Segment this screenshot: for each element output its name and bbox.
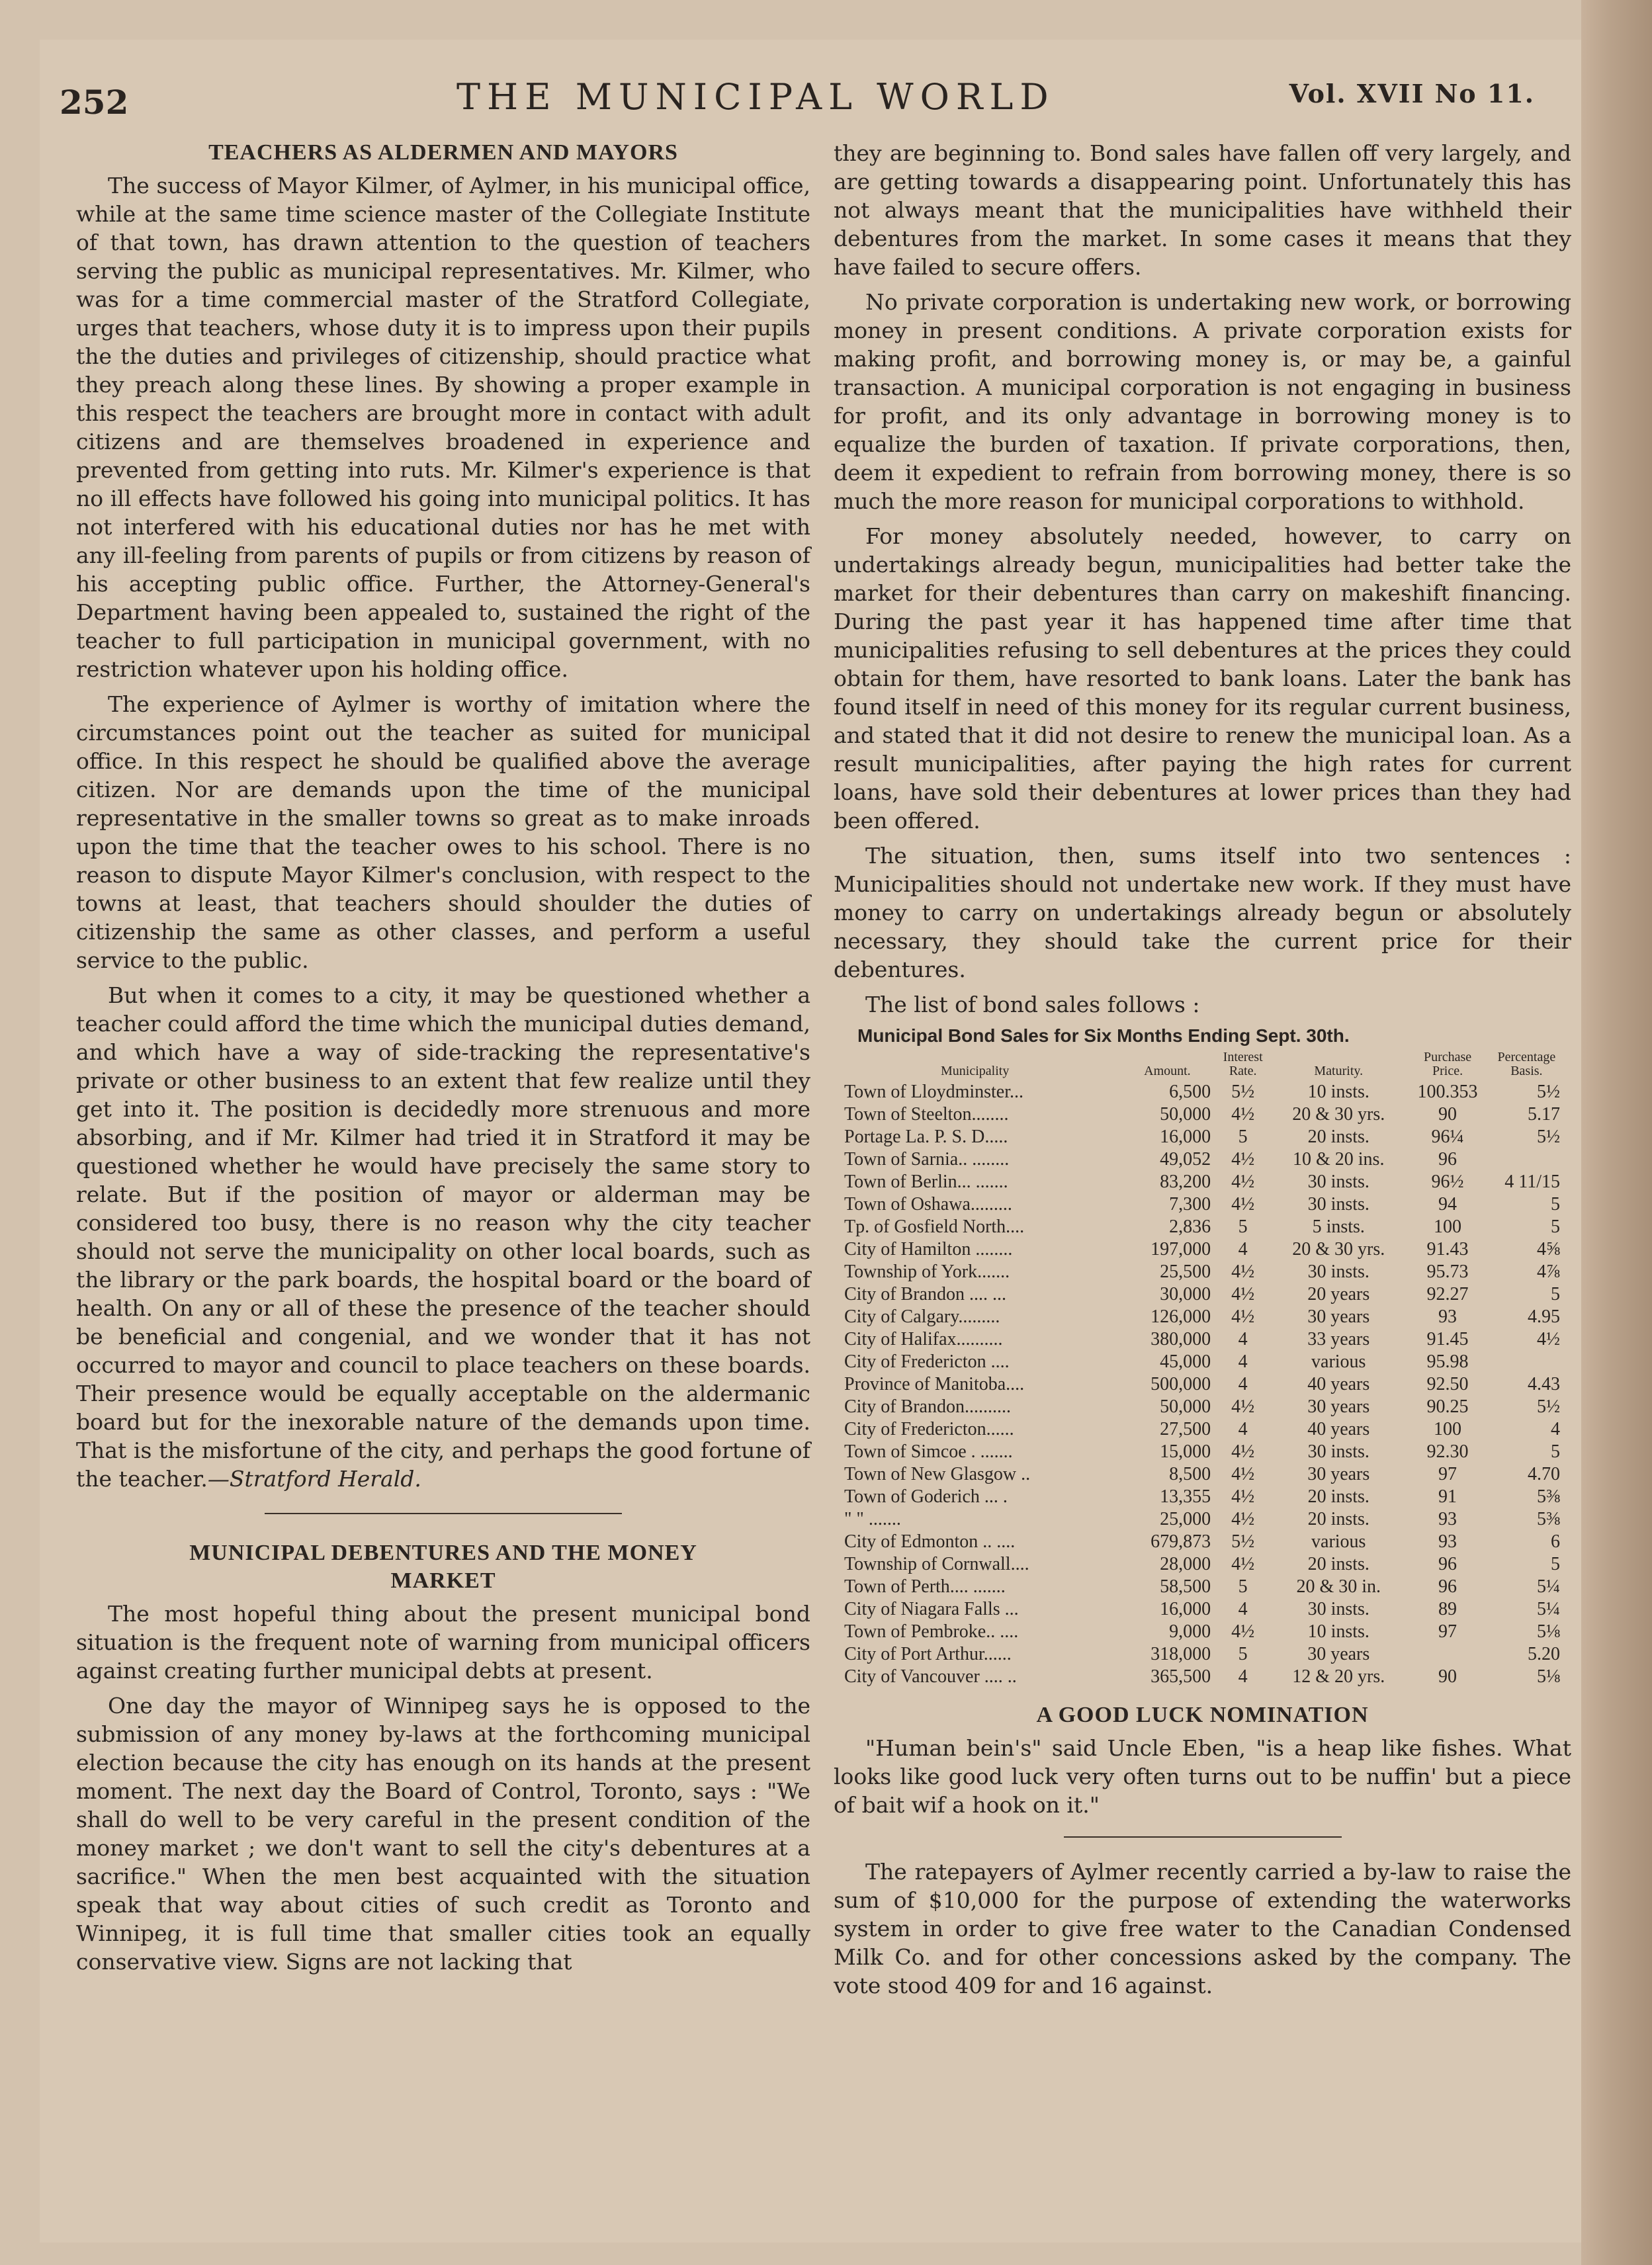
cell-rate: 4½: [1231, 1194, 1255, 1215]
cell-price: 91.45: [1426, 1329, 1469, 1349]
cell-basis: 4.95: [1528, 1306, 1560, 1327]
cell-maturity: 20 & 30 yrs.: [1292, 1104, 1385, 1125]
article-paragraph: The most hopeful thing about the present municipal bond situation is the frequent note of warning from municipal officers against creating further municipal debts at present.: [76, 1600, 810, 1684]
cell-price: 97: [1438, 1621, 1457, 1642]
cell-municipality: City of Vancouver .... ..: [844, 1666, 1017, 1687]
cell-rate: 4: [1238, 1599, 1248, 1619]
cell-amount: 50,000: [1160, 1104, 1211, 1125]
cell-maturity: 10 & 20 ins.: [1293, 1149, 1385, 1170]
table-row: [842, 1463, 1563, 1486]
column-header-rate: Interest Rate.: [1223, 1050, 1263, 1078]
article-paragraph: The ratepayers of Aylmer recently carried a by-law to raise the sum of $10,000 for the purpose of extending the waterworks system in order to give free water to the Canadian Condensed Milk Co. and for other concessions asked by the company. The vote stood 409 for and 16 against.: [834, 1858, 1571, 1998]
cell-rate: 4: [1238, 1666, 1248, 1687]
cell-amount: 318,000: [1151, 1644, 1211, 1664]
page-header: [60, 76, 1535, 129]
cell-amount: 197,000: [1151, 1239, 1211, 1260]
cell-basis: 5½: [1537, 1396, 1560, 1417]
cell-rate: 4½: [1231, 1149, 1255, 1170]
cell-municipality: Township of Cornwall....: [844, 1554, 1029, 1574]
article-paragraph: The list of bond sales follows :: [865, 992, 1200, 1017]
cell-municipality: " " .......: [844, 1509, 901, 1529]
cell-amount: 49,052: [1160, 1149, 1211, 1170]
cell-basis: 5.17: [1528, 1104, 1560, 1125]
article-paragraph: For money absolutely needed, however, to carry on undertakings already begun, municipalities had better take the market for their debentures than carry on makeshift financing. During the past year it has happened time after time that municipalities refusing to sell debentures at the prices they could obtain for them, have resorted to bank loans. Later the bank has found itself in need of this money for its regular current business, and stated that it did not desire to renew the municipal loan. As a result municipalities, after paying the high rates for current loans, have sold their debentures at lower prices than they had been offered.: [834, 523, 1571, 833]
cell-maturity: 30 years: [1307, 1396, 1370, 1417]
cell-maturity: 5 insts.: [1312, 1217, 1365, 1237]
cell-amount: 45,000: [1160, 1351, 1211, 1372]
cell-basis: 5⅛: [1537, 1621, 1560, 1642]
table-row: [842, 1666, 1563, 1688]
cell-basis: 5: [1551, 1217, 1560, 1237]
cell-basis: [1491, 1351, 1563, 1373]
article-title-good-luck: A GOOD LUCK NOMINATION: [1036, 1703, 1369, 1727]
column-header-basis: Percentage Basis.: [1497, 1050, 1556, 1078]
paragraph-text: But when it comes to a city, it may be questioned whether a teacher could afford the time which the municipal duties demand, and which have a way of side-tracking the representative's private or other business to an extent that few realize until they get into it. The position is decidedly more strenuous and more absorbing, and if Mr. Kilmer had tried it in Stratford it may be questioned whether he would have precisely the same story to relate. But if the position of mayor or alderman may be considered too busy, there is no reason why the city teacher should not serve the municipality on other local boards, such as the library or the park boards, the hospital board or the board of health. On any or all of these the presence of the teacher should be beneficial and congenial, and we wonder that it has not occurred to mayor and council to place teachers on these boards. Their presence would be equally acceptable on the aldermanic board but for the inexorable nature of the demands upon time. That is the misfortune of the city, and perhaps the good fortune of the teacher.: [76, 982, 810, 1492]
article-paragraph: The experience of Aylmer is worthy of imitation where the circumstances point out the teacher as suited for municipal office. In this respect he should be qualified above the average citizen. Nor are demands upon the time of the municipal representative in the smaller towns so great as to make inroads upon the time that the teacher owes to his school. There is no reason to dispute Mayor Kilmer's conclusion, with respect to the towns at least, that teachers should shoulder the duties of citizenship the same as other classes, and perform a useful service to the public.: [76, 691, 810, 973]
column-header-municipality: Municipality: [941, 1064, 1010, 1078]
cell-rate: 4½: [1231, 1261, 1255, 1282]
cell-basis: 4⅞: [1537, 1261, 1560, 1282]
cell-maturity: 30 years: [1307, 1306, 1370, 1327]
cell-maturity: 30 years: [1307, 1464, 1370, 1484]
cell-price: 96½: [1431, 1172, 1464, 1192]
cell-municipality: City of Halifax..........: [844, 1329, 1003, 1349]
cell-amount: 679,873: [1151, 1531, 1211, 1552]
cell-basis: 5: [1551, 1554, 1560, 1574]
cell-amount: 83,200: [1160, 1172, 1211, 1192]
volume-number: Vol. XVII No 11.: [1289, 79, 1535, 108]
cell-basis: 4⅝: [1537, 1239, 1560, 1260]
cell-rate: 4: [1238, 1329, 1248, 1349]
cell-municipality: Tp. of Gosfield North....: [844, 1217, 1025, 1237]
cell-rate: 5: [1238, 1576, 1248, 1597]
cell-basis: 5: [1551, 1284, 1560, 1304]
cell-price: 96: [1438, 1149, 1457, 1170]
column-header-price: Purchase Price.: [1423, 1050, 1472, 1078]
cell-municipality: Town of Berlin... .......: [844, 1172, 1008, 1192]
cell-maturity: 40 years: [1307, 1419, 1370, 1439]
cell-basis: 5: [1551, 1441, 1560, 1462]
cell-price: 93: [1438, 1509, 1457, 1529]
cell-basis: 4½: [1537, 1329, 1560, 1349]
cell-municipality: Province of Manitoba....: [844, 1374, 1025, 1394]
table-row: [842, 1306, 1563, 1328]
table-row: [842, 1508, 1563, 1531]
cell-basis: 4.70: [1528, 1464, 1560, 1484]
table-row: [842, 1216, 1563, 1238]
article-paragraph: "Human bein's" said Uncle Eben, "is a heap like fishes. What looks like good luck very often turns out to be nuffin' but a piece of bait wif a hook on it.": [834, 1734, 1571, 1818]
cell-price: 91.43: [1426, 1239, 1469, 1260]
cell-basis: 5¼: [1537, 1599, 1560, 1619]
cell-municipality: Portage La. P. S. D.....: [844, 1127, 1008, 1147]
cell-municipality: Town of Sarnia.. ........: [844, 1149, 1010, 1170]
cell-amount: 16,000: [1160, 1127, 1211, 1147]
cell-rate: 4: [1238, 1351, 1248, 1372]
table-row: [842, 1486, 1563, 1508]
cell-maturity: 33 years: [1307, 1329, 1370, 1349]
cell-maturity: 30 insts.: [1307, 1172, 1369, 1192]
cell-rate: 5: [1238, 1644, 1248, 1664]
cell-maturity: 30 insts.: [1307, 1441, 1369, 1462]
cell-maturity: 10 insts.: [1307, 1082, 1369, 1102]
cell-maturity: 30 insts.: [1307, 1599, 1369, 1619]
cell-price: 100: [1434, 1217, 1462, 1237]
table-row: [842, 1328, 1563, 1351]
table-row: [842, 1171, 1563, 1193]
cell-municipality: City of Fredericton ....: [844, 1351, 1010, 1372]
cell-municipality: City of Brandon..........: [844, 1396, 1011, 1417]
table-row: [842, 1238, 1563, 1261]
cell-amount: 13,355: [1160, 1486, 1211, 1507]
cell-municipality: Town of Pembroke.. ....: [844, 1621, 1019, 1642]
cell-rate: 4½: [1231, 1509, 1255, 1529]
table-body: [842, 1081, 1563, 1688]
cell-amount: 2,836: [1169, 1217, 1211, 1237]
cell-basis: 6: [1551, 1531, 1560, 1552]
cell-amount: 58,500: [1160, 1576, 1211, 1597]
table-row: [842, 1531, 1563, 1553]
article-title-debentures: [76, 1539, 810, 1596]
table-row: [842, 1643, 1563, 1666]
cell-municipality: City of Brandon .... ...: [844, 1284, 1006, 1304]
cell-rate: 4½: [1231, 1284, 1255, 1304]
cell-basis: 5.20: [1528, 1644, 1560, 1664]
table-row: [842, 1081, 1563, 1103]
cell-basis: 5½: [1537, 1082, 1560, 1102]
cell-municipality: City of Niagara Falls ...: [844, 1599, 1019, 1619]
cell-municipality: City of Calgary.........: [844, 1306, 1000, 1327]
cell-maturity: 20 years: [1307, 1284, 1370, 1304]
cell-price: 90: [1438, 1666, 1457, 1687]
table-row: [842, 1373, 1563, 1396]
article-paragraph: One day the mayor of Winnipeg says he is opposed to the submission of any money by-laws at the forthcoming municipal election because the city has enough on its hands at the present moment. The next day the Board of Control, Toronto, says : "We shall do well to be very careful in the present condition of the money market ; we don't want to sell the city's debentures at a sacrifice." When the men best acquainted with the situation speak that way about cities of such credit as Toronto and Winnipeg, it is full time that smaller cities took an equally conservative view. Signs are not lacking that: [76, 1692, 810, 1975]
article-source: —Stratford Herald.: [207, 1465, 421, 1492]
section-divider: [1064, 1836, 1342, 1838]
cell-price: 95.98: [1426, 1351, 1469, 1372]
cell-municipality: Town of Oshawa.........: [844, 1194, 1012, 1215]
cell-amount: 16,000: [1160, 1599, 1211, 1619]
cell-price: 96¼: [1431, 1127, 1464, 1147]
cell-maturity: 20 & 30 in.: [1296, 1576, 1381, 1597]
cell-amount: 50,000: [1160, 1396, 1211, 1417]
cell-basis: 4.43: [1528, 1374, 1560, 1394]
cell-municipality: Town of New Glasgow ..: [844, 1464, 1031, 1484]
cell-price: 100: [1434, 1419, 1462, 1439]
cell-municipality: Town of Goderich ... .: [844, 1486, 1008, 1507]
cell-basis: 5¼: [1537, 1576, 1560, 1597]
cell-amount: 6,500: [1169, 1082, 1211, 1102]
book-spine-shadow: [1581, 0, 1652, 2265]
table-row: [842, 1283, 1563, 1306]
cell-amount: 8,500: [1169, 1464, 1211, 1484]
table-row: [842, 1351, 1563, 1373]
table-row: [842, 1441, 1563, 1463]
article-title-teachers: TEACHERS AS ALDERMEN AND MAYORS: [208, 140, 678, 165]
cell-price: 97: [1438, 1464, 1457, 1484]
table-row: [842, 1126, 1563, 1148]
cell-basis: 5⅜: [1537, 1486, 1560, 1507]
section-divider: [265, 1513, 622, 1514]
article-paragraph: they are beginning to. Bond sales have fallen off very largely, and are getting towards a disappearing point. Unfortunately this has not always meant that the municipalities have withheld their debentures from the market. In some cases it means that they have failed to secure offers.: [834, 140, 1571, 280]
cell-maturity: 30 insts.: [1307, 1194, 1369, 1215]
cell-rate: 4½: [1231, 1464, 1255, 1484]
page-number: 252: [60, 83, 129, 122]
article-paragraph: The success of Mayor Kilmer, of Aylmer, in his municipal office, while at the same time science master of the Collegiate Institute of that town, has drawn attention to the question of teachers serving the public as municipal representatives. Mr. Kilmer, who was for a time commercial master of the Stratford Collegiate, urges that teachers, whose duty it is to impress upon their pupils the the duties and privileges of citizenship, should practice what they preach along these lines. By showing a proper example in this respect the teachers are brought more in contact with adult citizens and are themselves broadened in experience and prevented from getting into ruts. Mr. Kilmer's experience is that no ill effects have followed his going into municipal politics. It has not interfered with his educational duties nor has he met with any ill-feeling from parents of pupils or from citizens by reason of his accepting public office. Further, the Attorney-General's Department having been appealed to, sustained the right of the teacher to full participation in municipal government, with no restriction whatever upon his holding office.: [76, 172, 810, 682]
cell-amount: 380,000: [1151, 1329, 1211, 1349]
table-row: [842, 1103, 1563, 1126]
cell-amount: 27,500: [1160, 1419, 1211, 1439]
cell-rate: 4½: [1231, 1441, 1255, 1462]
cell-municipality: Town of Simcoe . .......: [844, 1441, 1013, 1462]
cell-amount: 500,000: [1151, 1374, 1211, 1394]
table-row: [842, 1576, 1563, 1598]
cell-price: 94: [1438, 1194, 1457, 1215]
cell-rate: 4: [1238, 1239, 1248, 1260]
cell-price: 90.25: [1426, 1396, 1469, 1417]
cell-amount: 126,000: [1151, 1306, 1211, 1327]
cell-amount: 25,500: [1160, 1261, 1211, 1282]
table-header-row: [842, 1050, 1563, 1081]
cell-basis: 5: [1551, 1194, 1560, 1215]
cell-municipality: Town of Perth.... .......: [844, 1576, 1006, 1597]
cell-amount: 28,000: [1160, 1554, 1211, 1574]
cell-price: 96: [1438, 1576, 1457, 1597]
cell-rate: 4½: [1231, 1104, 1255, 1125]
cell-amount: 9,000: [1169, 1621, 1211, 1642]
cell-municipality: City of Fredericton......: [844, 1419, 1014, 1439]
column-header-amount: Amount.: [1144, 1064, 1191, 1078]
cell-municipality: Town of Steelton........: [844, 1104, 1009, 1125]
cell-rate: 5½: [1231, 1082, 1255, 1102]
cell-rate: 4½: [1231, 1306, 1255, 1327]
cell-price: 95.73: [1426, 1261, 1469, 1282]
cell-municipality: Township of York.......: [844, 1261, 1010, 1282]
cell-rate: 5: [1238, 1217, 1248, 1237]
cell-price: 93: [1438, 1306, 1457, 1327]
table-row: [842, 1553, 1563, 1576]
cell-maturity: 20 insts.: [1307, 1127, 1369, 1147]
left-column: [76, 139, 810, 1983]
cell-rate: 4: [1238, 1419, 1248, 1439]
cell-rate: 4½: [1231, 1621, 1255, 1642]
cell-maturity: 20 & 30 yrs.: [1292, 1239, 1385, 1260]
cell-price: [1405, 1643, 1490, 1666]
column-header-maturity: Maturity.: [1314, 1064, 1364, 1078]
cell-municipality: City of Edmonton .. ....: [844, 1531, 1016, 1552]
table-row: [842, 1193, 1563, 1216]
cell-amount: 25,000: [1160, 1509, 1211, 1529]
right-column: [834, 139, 1571, 2006]
cell-price: 96: [1438, 1554, 1457, 1574]
title-line: MUNICIPAL DEBENTURES AND THE MONEY: [189, 1540, 697, 1565]
cell-municipality: Town of Lloydminster...: [844, 1082, 1024, 1102]
cell-price: 91: [1438, 1486, 1457, 1507]
cell-maturity: various: [1311, 1351, 1366, 1372]
cell-price: 100.353: [1417, 1082, 1478, 1102]
cell-price: 93: [1438, 1531, 1457, 1552]
cell-maturity: 10 insts.: [1307, 1621, 1369, 1642]
cell-rate: 4½: [1231, 1396, 1255, 1417]
cell-rate: 4½: [1231, 1554, 1255, 1574]
table-row: [842, 1621, 1563, 1643]
cell-basis: 4: [1551, 1419, 1560, 1439]
cell-rate: 5: [1238, 1127, 1248, 1147]
cell-maturity: 20 insts.: [1307, 1486, 1369, 1507]
bond-table-title: Municipal Bond Sales for Six Months Ending Sept. 30th.: [857, 1025, 1350, 1046]
journal-title: THE MUNICIPAL WORLD: [456, 76, 1055, 118]
cell-maturity: 12 & 20 yrs.: [1292, 1666, 1385, 1687]
cell-price: 90: [1438, 1104, 1457, 1125]
bond-sales-table: [842, 1050, 1563, 1688]
table-row: [842, 1396, 1563, 1418]
table-row: [842, 1148, 1563, 1171]
cell-basis: 4 11/15: [1504, 1172, 1560, 1192]
article-paragraph: [76, 981, 810, 1493]
cell-rate: 4: [1238, 1374, 1248, 1394]
cell-basis: 5⅜: [1537, 1509, 1560, 1529]
cell-basis: 5½: [1537, 1127, 1560, 1147]
cell-maturity: 40 years: [1307, 1374, 1370, 1394]
cell-price: 92.30: [1426, 1441, 1469, 1462]
article-paragraph: No private corporation is undertaking new work, or borrowing money in present conditions. A private corporation exists for making profit, and borrowing money is, or may be, a gainful transaction. A municipal corporation is not engaging in business for profit, and its only advantage in borrowing money is to equalize the burden of taxation. If private corporations, then, deem it expedient to refrain from borrowing money, there is so much the more reason for municipal corporations to withhold.: [834, 289, 1571, 514]
cell-rate: 4½: [1231, 1172, 1255, 1192]
cell-maturity: 20 insts.: [1307, 1509, 1369, 1529]
table-row: [842, 1598, 1563, 1621]
cell-amount: 365,500: [1151, 1666, 1211, 1687]
title-line: MARKET: [390, 1568, 496, 1593]
cell-maturity: 20 insts.: [1307, 1554, 1369, 1574]
article-paragraph: The situation, then, sums itself into two sentences : Municipalities should not undertake new work. If they must have money to carry on undertakings already begun or absolutely necessary, they should take the current price for their debentures.: [834, 843, 1571, 982]
cell-amount: 15,000: [1160, 1441, 1211, 1462]
cell-basis: 5⅛: [1537, 1666, 1560, 1687]
cell-municipality: City of Port Arthur......: [844, 1644, 1012, 1664]
cell-amount: 30,000: [1160, 1284, 1211, 1304]
cell-rate: 5½: [1231, 1531, 1255, 1552]
cell-price: 92.27: [1426, 1284, 1469, 1304]
cell-price: 92.50: [1426, 1374, 1469, 1394]
table-row: [842, 1261, 1563, 1283]
cell-rate: 4½: [1231, 1486, 1255, 1507]
cell-maturity: 30 insts.: [1307, 1261, 1369, 1282]
cell-price: 89: [1438, 1599, 1457, 1619]
table-row: [842, 1418, 1563, 1441]
cell-municipality: City of Hamilton ........: [844, 1239, 1013, 1260]
page-sheet: [40, 40, 1581, 2243]
cell-maturity: 30 years: [1307, 1644, 1370, 1664]
cell-maturity: various: [1311, 1531, 1366, 1552]
cell-basis: [1491, 1148, 1563, 1171]
cell-amount: 7,300: [1169, 1194, 1211, 1215]
